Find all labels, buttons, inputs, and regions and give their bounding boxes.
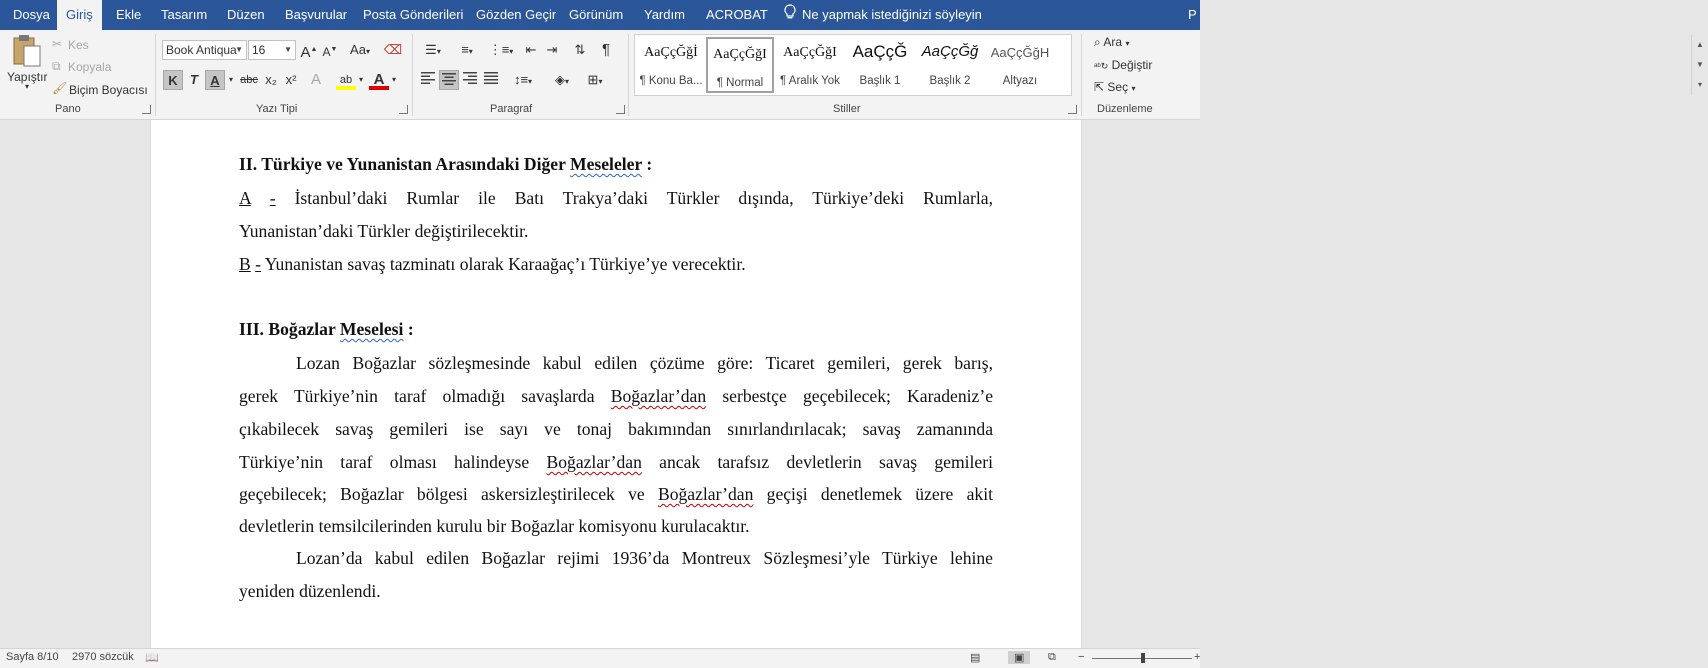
- text-run: geçebilecek; Boğazlar bölgesi askersizleştirilecek ve: [239, 484, 658, 504]
- separator: [1081, 34, 1082, 116]
- text-effects-button[interactable]: A: [310, 71, 321, 88]
- line-spacing-icon[interactable]: ↕≡▾: [513, 72, 533, 87]
- font-family-select[interactable]: [162, 40, 247, 60]
- text-run: gerek Türkiye’nin taraf olmadığı savaşlarda: [239, 386, 611, 406]
- format-painter-button[interactable]: Biçim Boyacısı: [69, 83, 148, 97]
- zoom-slider-thumb[interactable]: [1141, 653, 1145, 663]
- align-center-icon[interactable]: [439, 70, 459, 90]
- shrink-font-label: A: [322, 45, 331, 59]
- chevron-down-icon: ▾: [1125, 39, 1130, 48]
- item-a-text: İstanbul’daki Rumlar ile Batı Trakya’daki Türkler dışında, Türkiye’deki Rumlarla,: [294, 188, 993, 208]
- shading-icon[interactable]: ◈▾: [554, 72, 569, 87]
- separator: [628, 34, 629, 116]
- item-letter: A: [239, 188, 251, 208]
- show-marks-button[interactable]: ¶: [601, 41, 611, 58]
- scroll-up-icon[interactable]: ▲: [1696, 40, 1704, 49]
- clear-formatting-icon[interactable]: ⌫: [383, 42, 403, 57]
- format-painter-icon: 🖌: [52, 81, 68, 95]
- numbering-icon[interactable]: ≡▾: [461, 42, 473, 57]
- spelling-flagged-word: Boğazlar’dan: [546, 452, 642, 472]
- tab-gozden-gecir[interactable]: Gözden Geçir: [476, 7, 557, 22]
- select-label: Seç: [1107, 80, 1129, 94]
- tell-me-box[interactable]: [784, 0, 982, 30]
- text-run: serbestçe geçebilecek; Karadeniz’e: [706, 386, 993, 406]
- font-family-value: Book Antiqua: [166, 43, 237, 57]
- para1-line-2: [239, 386, 993, 407]
- bullets-icon[interactable]: ☰▾: [425, 42, 441, 57]
- style-name: ¶ Konu Ba...: [639, 75, 703, 87]
- style-name: Altyazı: [1002, 75, 1038, 87]
- text-run: ancak tarafsız devletlerin savaş gemileri: [641, 452, 993, 472]
- status-bar: [0, 648, 1200, 668]
- superscript-button[interactable]: x²: [285, 72, 297, 87]
- cut-icon: ✂: [52, 37, 63, 51]
- menu-bar: [0, 0, 1200, 30]
- copy-icon: ⧉: [52, 59, 61, 73]
- style-sample: AaÇçĞğI: [713, 47, 767, 62]
- style-baslik-2[interactable]: [916, 37, 984, 93]
- style-sample: AaÇçĞğ: [921, 43, 979, 60]
- grow-font-label: A: [300, 44, 311, 61]
- style-normal[interactable]: [706, 37, 774, 93]
- style-name: ¶ Normal: [716, 77, 764, 89]
- tab-gorunum[interactable]: Görünüm: [569, 7, 624, 22]
- heading-iii: [239, 319, 993, 340]
- change-case-label: Aa: [350, 42, 366, 57]
- grow-font-button[interactable]: A▲: [300, 44, 318, 61]
- heading-text: Boğazlar: [268, 319, 336, 339]
- pano-launcher-icon[interactable]: [142, 105, 151, 114]
- sort-icon[interactable]: ⇅: [574, 42, 586, 57]
- decrease-indent-icon[interactable]: ⇤: [525, 42, 537, 57]
- tell-me-text: Ne yapmak istediğinizi söyleyin: [802, 7, 982, 22]
- yazi-tipi-label: Yazı Tipi: [256, 103, 298, 115]
- replace-label: Değiştir: [1111, 58, 1153, 72]
- tab-yardim[interactable]: Yardım: [644, 7, 685, 22]
- style-baslik-1[interactable]: [846, 37, 914, 93]
- paragraf-label: Paragraf: [490, 103, 533, 115]
- tab-ekle[interactable]: Ekle: [116, 7, 142, 22]
- search-icon: ⌕: [1094, 35, 1101, 49]
- tab-giris[interactable]: Giriş: [57, 0, 102, 30]
- item-dash: -: [255, 254, 262, 274]
- heading-number: II.: [239, 154, 258, 174]
- web-layout-icon[interactable]: ⧉: [1048, 651, 1056, 663]
- heading-text: Türkiye ve Yunanistan Arasındaki Diğer: [261, 154, 566, 174]
- style-name: Başlık 1: [859, 75, 901, 87]
- replace-button[interactable]: [1094, 58, 1152, 72]
- zoom-in-icon[interactable]: +: [1194, 651, 1201, 663]
- paste-dropdown-icon[interactable]: ▾: [25, 82, 30, 91]
- align-left-icon[interactable]: [418, 70, 438, 90]
- spelling-flagged-word: Boğazlar’dan: [657, 484, 754, 504]
- font-size-select[interactable]: [248, 40, 296, 60]
- font-color-button[interactable]: A: [369, 70, 389, 90]
- heading-ii: [239, 154, 993, 175]
- tab-duzen[interactable]: Düzen: [227, 7, 265, 22]
- style-altyazi[interactable]: [986, 37, 1054, 93]
- separator: [412, 34, 413, 116]
- shrink-font-button[interactable]: A▼: [322, 45, 338, 59]
- cursor-icon: ⇱: [1094, 80, 1105, 94]
- copy-button[interactable]: Kopyala: [68, 60, 112, 74]
- style-konu-basligi[interactable]: [637, 37, 705, 93]
- style-sample: AaÇçĞğİ: [644, 45, 698, 60]
- style-sample: AaÇçĞğH: [990, 45, 1050, 60]
- para1-line-6: devletlerin temsilcilerinden kurulu bir Boğazlar komisyonu kurulacaktır.: [239, 516, 750, 536]
- borders-icon[interactable]: ⊞▾: [587, 72, 603, 87]
- increase-indent-icon[interactable]: ⇥: [546, 42, 558, 57]
- style-sample: AaÇçĞ: [852, 42, 908, 61]
- para1-line-1: Lozan Boğazlar sözleşmesinde kabul edilen çözüme göre: Ticaret gemileri, gerek barış,: [296, 353, 993, 373]
- para2-line-2: yeniden düzenlendi.: [239, 581, 381, 601]
- chevron-down-icon: ▾: [1131, 84, 1136, 93]
- spelling-flagged-word: Boğazlar’dan: [610, 386, 707, 406]
- subscript-button[interactable]: x₂: [265, 72, 277, 87]
- item-letter: B: [239, 254, 251, 274]
- highlight-dropdown-icon[interactable]: ▾: [358, 75, 363, 84]
- style-name: Başlık 2: [929, 75, 971, 87]
- lightbulb-icon: [784, 1, 796, 30]
- grammar-flagged-word: Meselesi: [339, 319, 404, 339]
- style-aralik-yok[interactable]: [776, 37, 844, 93]
- zoom-out-icon[interactable]: −: [1078, 651, 1085, 663]
- underline-button[interactable]: A: [205, 70, 225, 90]
- gallery-scrollbar[interactable]: [1691, 35, 1708, 95]
- style-name: ¶ Aralık Yok: [780, 75, 840, 87]
- proofing-icon[interactable]: 📖: [145, 652, 159, 664]
- chevron-down-icon: ▼: [284, 45, 292, 54]
- document-page[interactable]: [150, 120, 1082, 648]
- align-right-icon[interactable]: [460, 70, 480, 90]
- heading-colon: :: [407, 319, 414, 339]
- page-indicator[interactable]: Sayfa 8/10: [6, 651, 59, 663]
- tab-basvurular[interactable]: Başvurular: [285, 7, 348, 22]
- italic-button[interactable]: T: [190, 72, 198, 87]
- heading-colon: :: [646, 154, 653, 174]
- item-b-line: [239, 254, 993, 275]
- grammar-flagged-word: Meseleler: [569, 154, 642, 174]
- multilevel-list-icon[interactable]: ⋮≡▾: [488, 42, 514, 57]
- document-area: [0, 120, 1200, 648]
- tab-posta-gonderileri[interactable]: Posta Gönderileri: [363, 7, 464, 22]
- text-run: Türkiye’nin taraf olması halindeyse: [239, 452, 547, 472]
- font-launcher-icon[interactable]: [399, 105, 408, 114]
- style-sample: AaÇçĞğI: [783, 45, 837, 60]
- highlight-button[interactable]: ab: [336, 70, 356, 90]
- user-account[interactable]: P: [1188, 7, 1197, 22]
- para1-line-4: [239, 452, 993, 473]
- item-b-text: Yunanistan savaş tazminatı olarak Karaağaç’ı Türkiye’ye verecektir.: [264, 254, 746, 274]
- para1-line-3: çıkabilecek savaş gemileri ise sayı ve tonaj bakımından sınırlandırılacak; savaş zamanında: [239, 419, 993, 439]
- bold-button[interactable]: K: [163, 70, 183, 90]
- justify-icon[interactable]: [481, 70, 501, 90]
- scroll-down-icon[interactable]: ▼: [1696, 60, 1704, 69]
- cut-button[interactable]: Kes: [68, 38, 89, 52]
- read-mode-icon[interactable]: ▤: [970, 652, 981, 664]
- pano-label: Pano: [55, 103, 81, 115]
- font-size-value: 16: [252, 43, 266, 57]
- tab-dosya[interactable]: Dosya: [13, 7, 50, 22]
- item-a-line-2: Yunanistan’daki Türkler değiştirilecektir.: [239, 221, 529, 241]
- heading-number: III.: [239, 319, 264, 339]
- replace-icon: ᵃᵇ↻: [1094, 61, 1109, 71]
- paste-icon[interactable]: [12, 34, 42, 71]
- strikethrough-button[interactable]: abc: [240, 74, 258, 86]
- print-layout-icon[interactable]: ▣: [1008, 651, 1030, 664]
- para2-line-1: Lozan’da kabul edilen Boğazlar rejimi 1936’da Montreux Sözleşmesi’yle Türkiye lehine: [296, 548, 993, 568]
- styles-launcher-icon[interactable]: [1068, 105, 1077, 114]
- ribbon: [0, 30, 1704, 120]
- find-button[interactable]: [1094, 35, 1129, 50]
- tab-tasarim[interactable]: Tasarım: [161, 7, 208, 22]
- text-run: geçişi denetlemek üzere akit: [753, 484, 993, 504]
- tab-acrobat[interactable]: ACROBAT: [706, 7, 768, 22]
- select-button[interactable]: [1094, 80, 1135, 94]
- item-dash: -: [269, 188, 276, 208]
- word-count[interactable]: 2970 sözcük: [72, 651, 134, 663]
- font-color-dropdown-icon[interactable]: ▾: [391, 75, 396, 84]
- underline-dropdown-icon[interactable]: ▾: [228, 75, 233, 84]
- item-a-line-1: [239, 188, 993, 209]
- paste-button[interactable]: Yapıştır: [7, 70, 48, 84]
- paragraph-launcher-icon[interactable]: [616, 105, 625, 114]
- change-case-button[interactable]: Aa▾: [350, 42, 370, 57]
- duzenleme-label: Düzenleme: [1097, 103, 1153, 115]
- chevron-down-icon: ▼: [235, 45, 243, 54]
- find-label: Ara: [1103, 35, 1123, 49]
- stiller-label: Stiller: [833, 103, 861, 115]
- gallery-more-icon[interactable]: ▾: [1697, 80, 1702, 89]
- separator: [155, 34, 156, 116]
- para1-line-5: [239, 484, 993, 505]
